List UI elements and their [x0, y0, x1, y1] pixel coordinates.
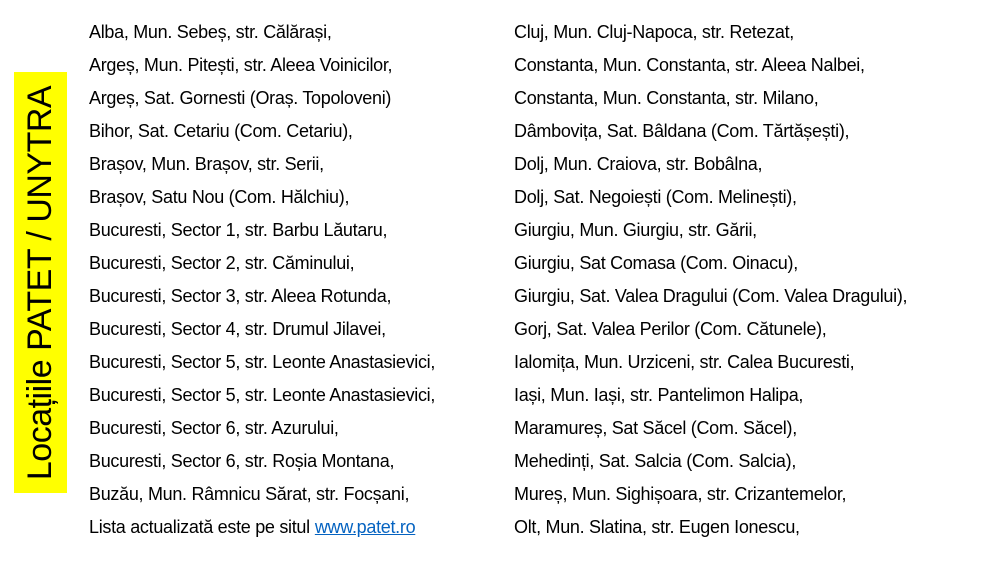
location-item: Argeș, Mun. Pitești, str. Aleea Voinicilor,	[89, 55, 393, 75]
location-item: Bucuresti, Sector 5, str. Leonte Anastasievici,	[89, 352, 436, 372]
location-item: Constanta, Mun. Constanta, str. Milano,	[514, 88, 819, 108]
page-title: Locațiile PATET / UNYTRA	[21, 85, 60, 480]
location-item: Dolj, Mun. Craiova, str. Bobâlna,	[514, 154, 763, 174]
location-item: Iași, Mun. Iași, str. Pantelimon Halipa,	[514, 385, 804, 405]
location-item: Ialomița, Mun. Urziceni, str. Calea Bucuresti,	[514, 352, 855, 372]
location-item: Maramureș, Sat Săcel (Com. Săcel),	[514, 418, 797, 438]
location-item: Brașov, Mun. Brașov, str. Serii,	[89, 154, 324, 174]
location-item: Giurgiu, Sat Comasa (Com. Oinacu),	[514, 253, 798, 273]
location-item: Constanta, Mun. Constanta, str. Aleea Nalbei,	[514, 55, 865, 75]
location-item: Argeș, Sat. Gornesti (Oraș. Topoloveni)	[89, 88, 392, 108]
location-item: Bucuresti, Sector 2, str. Căminului,	[89, 253, 355, 273]
location-item: Bucuresti, Sector 4, str. Drumul Jilavei,	[89, 319, 386, 339]
location-item: Bihor, Sat. Cetariu (Com. Cetariu),	[89, 121, 353, 141]
locations-column-right	[514, 16, 994, 544]
title-banner	[14, 72, 67, 493]
locations-column-left	[89, 16, 509, 544]
location-item: Dolj, Sat. Negoiești (Com. Melinești),	[514, 187, 797, 207]
location-item: Buzău, Mun. Râmnicu Sărat, str. Focșani,	[89, 484, 410, 504]
location-item: Bucuresti, Sector 6, str. Azurului,	[89, 418, 339, 438]
location-item: Alba, Mun. Sebeș, str. Călărași,	[89, 22, 332, 42]
patet-website-link[interactable]: www.patet.ro	[314, 517, 416, 537]
location-item: Bucuresti, Sector 5, str. Leonte Anastasievici,	[89, 385, 436, 405]
location-item: Cluj, Mun. Cluj-Napoca, str. Retezat,	[514, 22, 795, 42]
location-item: Giurgiu, Sat. Valea Dragului (Com. Valea Dragului),	[514, 286, 908, 306]
location-item: Gorj, Sat. Valea Perilor (Com. Cătunele),	[514, 319, 827, 339]
footer-text: Lista actualizată este pe situl	[89, 517, 310, 537]
location-item: Bucuresti, Sector 3, str. Aleea Rotunda,	[89, 286, 392, 306]
location-item: Dâmbovița, Sat. Bâldana (Com. Tărtășești),	[514, 121, 850, 141]
location-item: Brașov, Satu Nou (Com. Hălchiu),	[89, 187, 350, 207]
location-item: Bucuresti, Sector 6, str. Roșia Montana,	[89, 451, 395, 471]
footer-note	[89, 511, 509, 544]
location-item: Mureș, Mun. Sighișoara, str. Crizantemelor,	[514, 484, 847, 504]
location-item: Olt, Mun. Slatina, str. Eugen Ionescu,	[514, 517, 800, 537]
location-item: Giurgiu, Mun. Giurgiu, str. Gării,	[514, 220, 757, 240]
location-item: Mehedinți, Sat. Salcia (Com. Salcia),	[514, 451, 797, 471]
location-item: Bucuresti, Sector 1, str. Barbu Lăutaru,	[89, 220, 388, 240]
